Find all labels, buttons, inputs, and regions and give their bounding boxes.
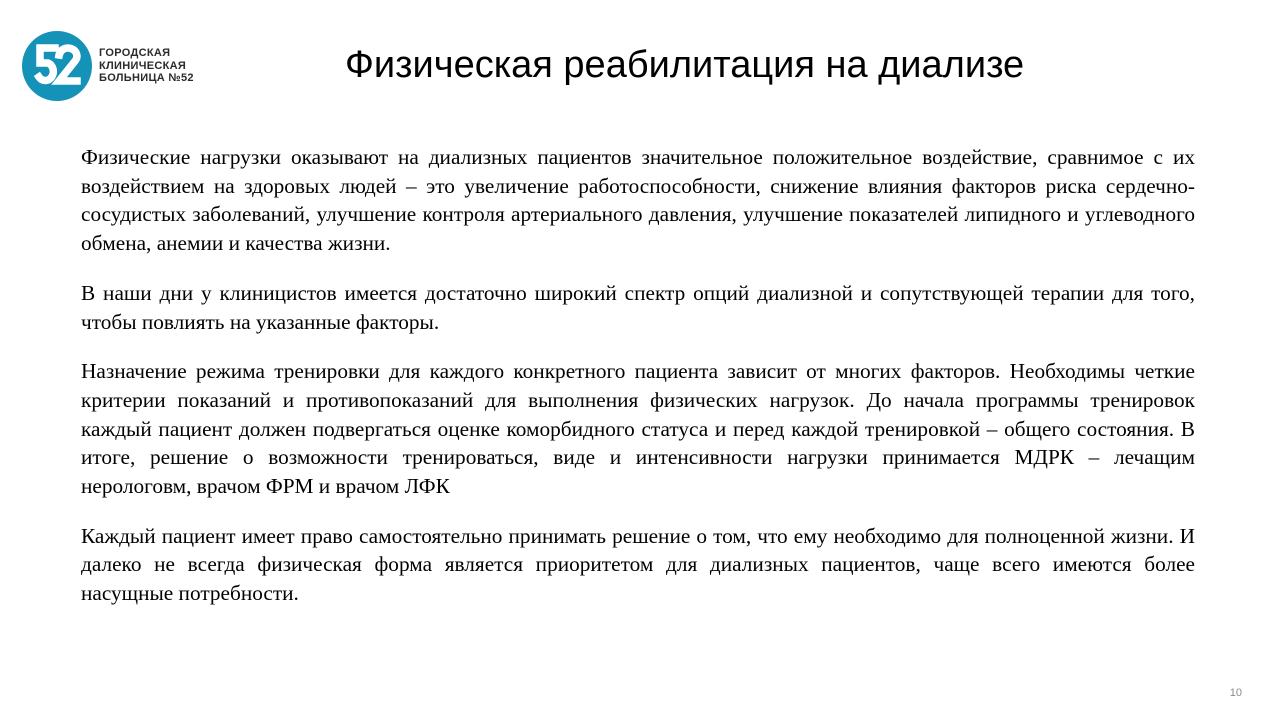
hospital-name: [99, 47, 194, 85]
slide-title: Физическая реабилитация на диализе: [345, 44, 1025, 86]
hospital-name-line-2: КЛИНИЧЕСКАЯ: [99, 59, 187, 72]
paragraph-therapy-options: В наши дни у клиницистов имеется достаточно широкий спектр опций диализной и сопутствующей терапии для того, чтобы повлиять на указанные факторы.: [81, 280, 1195, 334]
hospital-logo: [21, 28, 221, 104]
hospital-name-line-3: БОЛЬНИЦА №52: [99, 72, 194, 85]
paragraph-benefits: Физические нагрузки оказывают на диализных пациентов значительное положительное воздействие, сравнимое с их воздействием на здоровых людей – это увеличение работоспособности, снижение влияния факторов риска сердечно-сосудистых заболеваний, улучшение контроля артериального давления, улучшение показателей липидного и углеводного обмена, анемии и качества жизни.: [81, 145, 1195, 256]
hospital-logo-mark: [21, 30, 93, 102]
hospital-name-line-1: ГОРОДСКАЯ: [99, 47, 171, 60]
slide-body: [81, 143, 1195, 629]
paragraph-training-regimen: Назначение режима тренировки для каждого конкретного пациента зависит от многих факторов. Необходимы четкие критерии показаний и противопоказаний для выполнения физических нагрузок. До начала программы тренировок каждый пациент должен подвергаться оценке коморбидного статуса и перед каждой тренировкой – общего состояния. В итоге, решение о возможности тренироваться, виде и интенсивности нагрузки принимается МДРК – лечащим нерологовм, врачом ФРМ и врачом ЛФК: [81, 359, 1195, 499]
page-number: 10: [1229, 687, 1242, 699]
paragraph-patient-choice: Каждый пациент имеет право самостоятельно принимать решение о том, что ему необходимо для полноценной жизни. И далеко не всегда физическая форма является приоритетом для диализных пациентов, чаще всего имеются более насущные потребности.: [81, 523, 1195, 606]
